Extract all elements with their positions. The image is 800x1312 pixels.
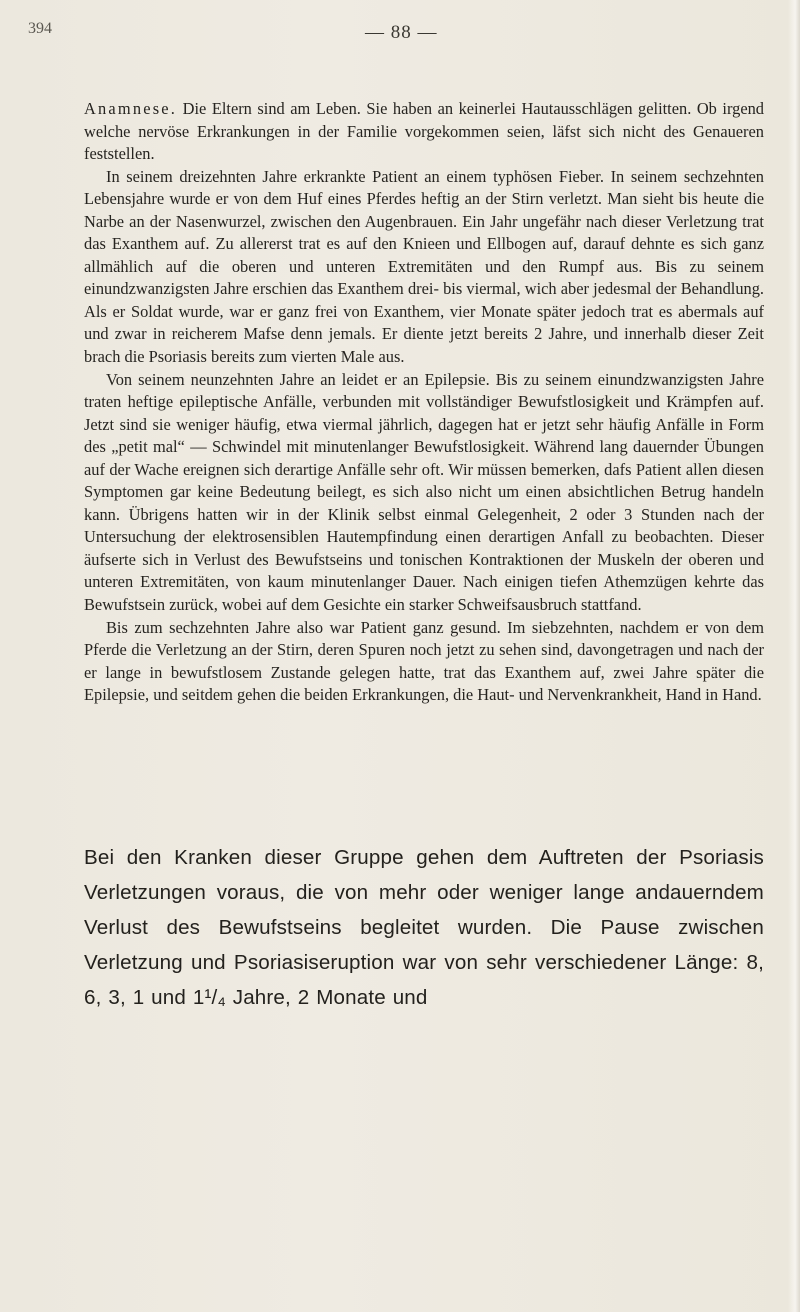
paragraph-history: In seinem dreizehnten Jahre erkrankte Patient an einem typhösen Fieber. In seinem sechzehnten Lebensjahre wurde er von dem Huf eines Pferdes heftig an der Stirn verletzt. Man sieht bis heute die Narbe an der Nasenwurzel, zwischen den Augenbrauen. Ein Jahr ungefähr nach dieser Verletzung trat das Exanthem auf. Zu allererst trat es auf den Knieen und Ellbogen auf, darauf dehnte es sich ganz allmählich auf die oberen und unteren Extremitäten und den Rumpf aus. Bis zu seinem einundzwanzigsten Jahre erschien das Exanthem drei- bis viermal, wich aber jedesmal der Behandlung. Als er Soldat wurde, war er ganz frei von Exanthem, vier Monate später jedoch trat es abermals auf und zwar in reicherem Mafse denn jemals. Er diente jetzt bereits 2 Jahre, und innerhalb dieser Zeit brach die Psoriasis bereits zum vierten Male aus. — [84, 166, 764, 367]
page-edge — [788, 0, 800, 1312]
page-number: 394 — [28, 20, 52, 37]
paragraph-anamnese-text: Die Eltern sind am Leben. Sie haben an keinerlei Hautausschlägen gelitten. Ob irgend welche nervöse Erkrankungen in der Familie vorgekommen seien, läfst sich nicht des Genaueren feststellen. — [84, 99, 764, 164]
paragraph-recap: Bis zum sechzehnten Jahre also war Patient ganz gesund. Im siebzehnten, nachdem er von dem Pferde die Verletzung an der Stirn, deren Spuren noch jetzt zu sehen sind, davongetragen und nach der er lange in bewufstlosem Zustande gelegen hatte, trat das Exanthem auf, zwei Jahre später die Epilepsie, und seitdem gehen die beiden Erkrankungen, die Haut- und Nervenkrankheit, Hand in Hand. — [84, 617, 764, 705]
summary-paragraph: Bei den Kranken dieser Gruppe gehen dem Auftreten der Psoriasis Verletzungen voraus, die von mehr oder weniger lange andauerndem Verlust des Bewufstseins begleitet wurden. Die Pause zwischen Verletzung und Psoriasiseruption war von sehr verschiedener Länge: 8, 6, 3, 1 und 1¹/₄ Jahre, 2 Monate und — [84, 846, 764, 1009]
section-lead: Anamnese. — [84, 99, 178, 118]
running-head: — 88 — — [365, 22, 438, 43]
paragraph-epilepsy: Von seinem neunzehnten Jahre an leidet er an Epilepsie. Bis zu seinem einundzwanzigsten Jahre traten heftige epileptische Anfälle, verbunden mit vollständiger Bewufstlosigkeit und Krämpfen auf. Jetzt sind sie weniger häufig, etwa viermal jährlich, dagegen hat er jetzt sehr häufig Anfälle in Form des „petit mal“ — Schwindel mit minutenlanger Bewufstlosigkeit. Während lang dauernder Übungen auf der Wache ereignen sich derartige Anfälle sehr oft. Wir müssen bemerken, dafs Patient allen diesen Symptomen gar keine Bedeutung beilegt, es sich also nicht um einen absichtlichen Betrug handeln kann. Übrigens hatten wir in der Klinik selbst einmal Gelegenheit, 2 oder 3 Stunden nach der Untersuchung der elektrosensiblen Hautempfindung einen derartigen Anfall zu beobachten. Dieser äufserte sich in Verlust des Bewufstseins und tonischen Kontraktionen der Muskeln der oberen und unteren Extremitäten, von kaum minutenlanger Dauer. Nach einigen tiefen Athemzügen kehrte das Bewufstsein zurück, wobei auf dem Gesichte ein starker Schweifsausbruch stattfand. — [84, 369, 764, 615]
body-text — [84, 98, 764, 707]
summary-text — [84, 840, 764, 1015]
paragraph-anamnese — [84, 98, 764, 166]
